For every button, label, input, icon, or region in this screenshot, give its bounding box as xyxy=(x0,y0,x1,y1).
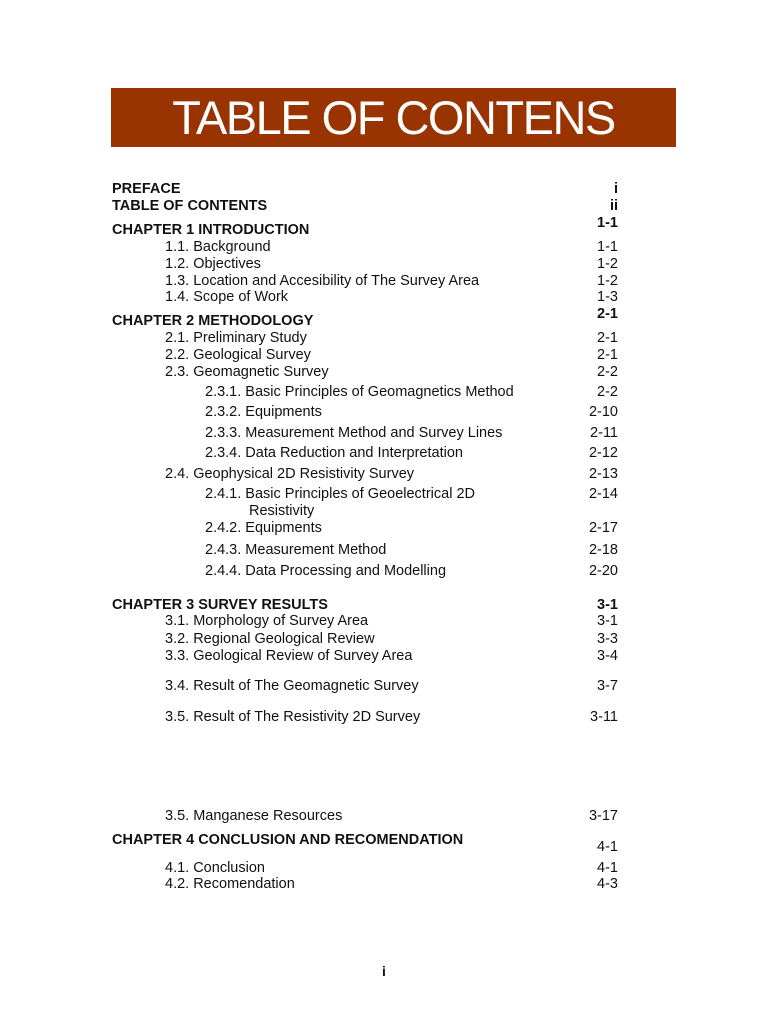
toc-page-chapter-1: 1-1 xyxy=(597,215,618,231)
toc-entry-1-3[interactable]: 1.3. Location and Accesibility of The Survey Area xyxy=(165,273,480,289)
toc-page-4-1: 4-1 xyxy=(597,860,618,876)
toc-page-3-2: 3-3 xyxy=(597,631,618,647)
toc-page-3-5-manganese: 3-17 xyxy=(588,808,618,824)
toc-page-4-2: 4-3 xyxy=(597,876,618,892)
toc-entry-table-of-contents[interactable]: TABLE OF CONTENTS xyxy=(112,198,268,214)
toc-page-chapter-3: 3-1 xyxy=(597,597,618,613)
toc-entry-2-3-3[interactable]: 2.3.3. Measurement Method and Survey Lines xyxy=(205,425,503,441)
toc-entry-1-4[interactable]: 1.4. Scope of Work xyxy=(165,289,289,305)
toc-entry-2-4[interactable]: 2.4. Geophysical 2D Resistivity Survey xyxy=(165,466,415,482)
toc-entry-3-5-resistivity[interactable]: 3.5. Result of The Resistivity 2D Survey xyxy=(165,709,421,725)
toc-page-3-1: 3-1 xyxy=(597,613,618,629)
toc-page-2-2: 2-1 xyxy=(597,347,618,363)
toc-page-3-5-resistivity: 3-11 xyxy=(590,709,618,725)
toc-entry-2-3-1[interactable]: 2.3.1. Basic Principles of Geomagnetics Method xyxy=(205,384,514,400)
toc-entry-2-4-1-continuation[interactable]: Resistivity xyxy=(249,503,315,519)
toc-page-1-2: 1-2 xyxy=(597,256,618,272)
footer-page-number: i xyxy=(382,963,386,979)
toc-page-2-4-1: 2-14 xyxy=(588,486,618,502)
toc-entry-1-2[interactable]: 1.2. Objectives xyxy=(165,256,261,272)
toc-entry-4-1[interactable]: 4.1. Conclusion xyxy=(165,860,265,876)
toc-entry-3-1[interactable]: 3.1. Morphology of Survey Area xyxy=(165,613,369,629)
toc-entry-2-3-2[interactable]: 2.3.2. Equipments xyxy=(205,404,322,420)
toc-entry-2-4-2[interactable]: 2.4.2. Equipments xyxy=(205,520,322,536)
toc-page-preface: i xyxy=(613,181,618,197)
toc-page-chapter-2: 2-1 xyxy=(597,306,618,322)
toc-entry-3-5-manganese[interactable]: 3.5. Manganese Resources xyxy=(165,808,343,824)
toc-entry-chapter-4[interactable]: CHAPTER 4 CONCLUSION AND RECOMENDATION xyxy=(112,832,464,848)
toc-entry-2-4-3[interactable]: 2.4.3. Measurement Method xyxy=(205,542,387,558)
toc-entry-2-1[interactable]: 2.1. Preliminary Study xyxy=(165,330,307,346)
toc-entry-2-3-4[interactable]: 2.3.4. Data Reduction and Interpretation xyxy=(205,445,463,461)
toc-page-3-3: 3-4 xyxy=(597,648,618,664)
toc-page-2-4-3: 2-18 xyxy=(588,542,618,558)
toc-page-2-3: 2-2 xyxy=(597,364,618,380)
toc-entry-3-2[interactable]: 3.2. Regional Geological Review xyxy=(165,631,375,647)
toc-entry-chapter-1[interactable]: CHAPTER 1 INTRODUCTION xyxy=(112,222,310,238)
toc-entry-4-2[interactable]: 4.2. Recomendation xyxy=(165,876,295,892)
title-banner xyxy=(111,88,676,147)
page-title: TABLE OF CONTENS xyxy=(172,91,615,144)
toc-entry-2-2[interactable]: 2.2. Geological Survey xyxy=(165,347,311,363)
toc-entry-chapter-3[interactable]: CHAPTER 3 SURVEY RESULTS xyxy=(112,597,328,613)
toc-page-1-3: 1-2 xyxy=(597,273,618,289)
toc-page-chapter-4: 4-1 xyxy=(597,839,618,855)
toc-entry-3-3[interactable]: 3.3. Geological Review of Survey Area xyxy=(165,648,413,664)
toc-entry-1-1[interactable]: 1.1. Background xyxy=(165,239,271,255)
toc-page-table-of-contents: ii xyxy=(609,198,618,214)
toc-entry-2-3[interactable]: 2.3. Geomagnetic Survey xyxy=(165,364,329,380)
toc-entry-2-4-4[interactable]: 2.4.4. Data Processing and Modelling xyxy=(205,563,447,579)
toc-entry-2-4-1[interactable]: 2.4.1. Basic Principles of Geoelectrical 2D xyxy=(205,486,475,502)
toc-page-1-4: 1-3 xyxy=(597,289,618,305)
toc-entry-preface[interactable]: PREFACE xyxy=(112,181,181,197)
toc-entry-chapter-2[interactable]: CHAPTER 2 METHODOLOGY xyxy=(112,313,314,329)
toc-page-2-3-4: 2-12 xyxy=(588,445,618,461)
toc-page-1-1: 1-1 xyxy=(597,239,618,255)
toc-page-2-4-4: 2-20 xyxy=(588,563,618,579)
toc-page-2-3-3: 2-11 xyxy=(590,425,618,441)
toc-page-2-4-2: 2-17 xyxy=(588,520,618,536)
toc-page-3-4: 3-7 xyxy=(597,678,618,694)
toc-page-2-3-2: 2-10 xyxy=(588,404,618,420)
toc-page-2-4: 2-13 xyxy=(588,466,618,482)
toc-entry-3-4[interactable]: 3.4. Result of The Geomagnetic Survey xyxy=(165,678,419,694)
toc-page-2-1: 2-1 xyxy=(597,330,618,346)
toc-page-2-3-1: 2-2 xyxy=(597,384,618,400)
